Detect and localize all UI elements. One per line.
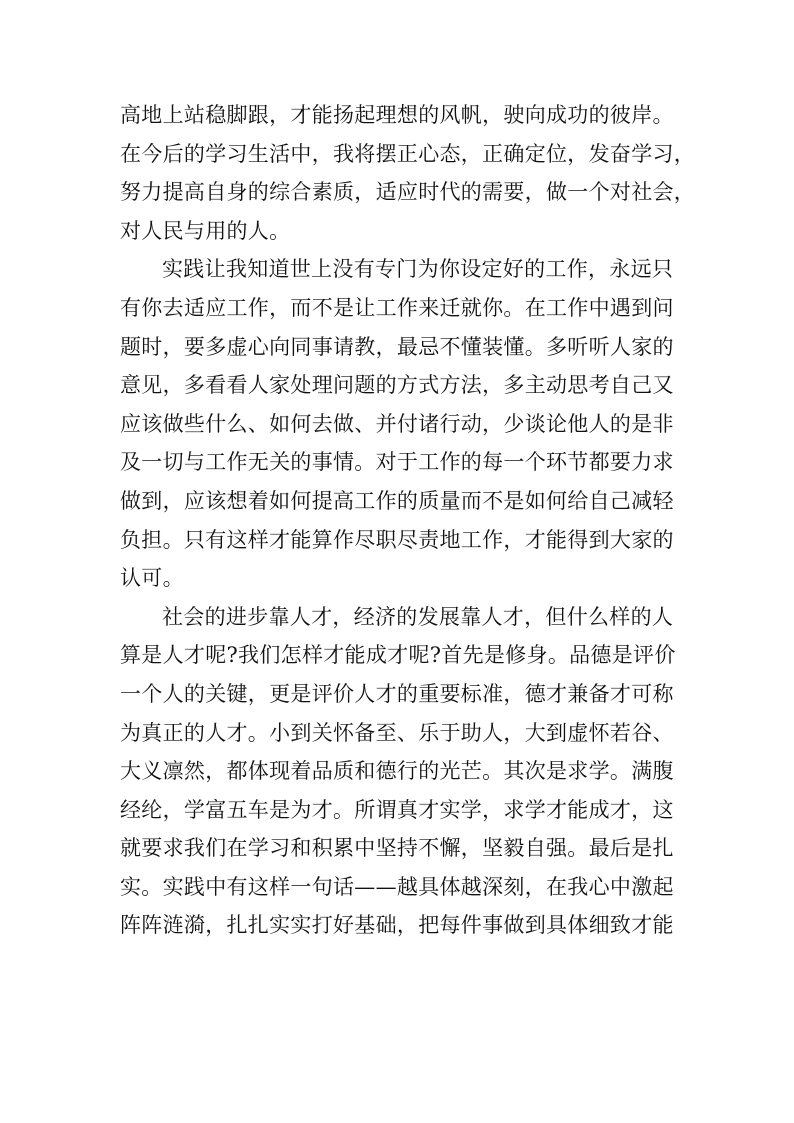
text-line: 及一切与工作无关的事情。对于工作的每一个环节都要力求 — [120, 450, 674, 475]
text-line: 做到，应该想着如何提高工作的质量而不是如何给自己减轻 — [120, 488, 674, 513]
text-line: 在今后的学习生活中，我将摆正心态，正确定位，发奋学习， — [120, 141, 696, 166]
text-line: 努力提高自身的综合素质，适应时代的需要，做一个对社会， — [120, 180, 696, 205]
text-line: 认可。 — [120, 566, 184, 591]
text-line: 为真正的人才。小到关怀备至、乐于助人，大到虚怀若谷、 — [120, 720, 674, 745]
text-line: 题时，要多虚心向同事请教，最忌不懂装懂。多听听人家的 — [120, 334, 674, 359]
text-line: 有你去适应工作，而不是让工作来迁就你。在工作中遇到问 — [120, 295, 674, 320]
paragraph-first-line: 实践让我知道世上没有专门为你设定好的工作，永远只 — [162, 257, 674, 282]
text-line: 应该做些什么、如何去做、并付诸行动，少谈论他人的是非 — [120, 411, 674, 436]
text-line: 意见，多看看人家处理问题的方式方法，多主动思考自己又 — [120, 373, 674, 398]
paragraph-first-line: 社会的进步靠人才，经济的发展靠人才，但什么样的人 — [162, 604, 674, 629]
text-line: 对人民与用的人。 — [120, 218, 291, 243]
text-line: 一个人的关键，更是评价人才的重要标准，德才兼备才可称 — [120, 681, 674, 706]
text-line: 实。实践中有这样一句话——越具体越深刻，在我心中激起 — [120, 874, 674, 899]
text-line: 高地上站稳脚跟，才能扬起理想的风帆，驶向成功的彼岸。 — [120, 103, 674, 127]
text-line: 大义凛然，都体现着品质和德行的光芒。其次是求学。满腹 — [120, 759, 674, 784]
text-line: 阵阵涟漪，扎扎实实打好基础，把每件事做到具体细致才能 — [120, 913, 674, 938]
text-line: 就要求我们在学习和积累中坚持不懈，坚毅自强。最后是扎 — [120, 836, 674, 861]
text-line: 负担。只有这样才能算作尽职尽责地工作，才能得到大家的 — [120, 527, 674, 552]
body-text — [120, 96, 696, 945]
text-line: 算是人才呢?我们怎样才能成才呢?首先是修身。品德是评价 — [120, 643, 676, 668]
text-line: 经纶，学富五车是为才。所谓真才实学，求学才能成才，这 — [120, 797, 674, 822]
